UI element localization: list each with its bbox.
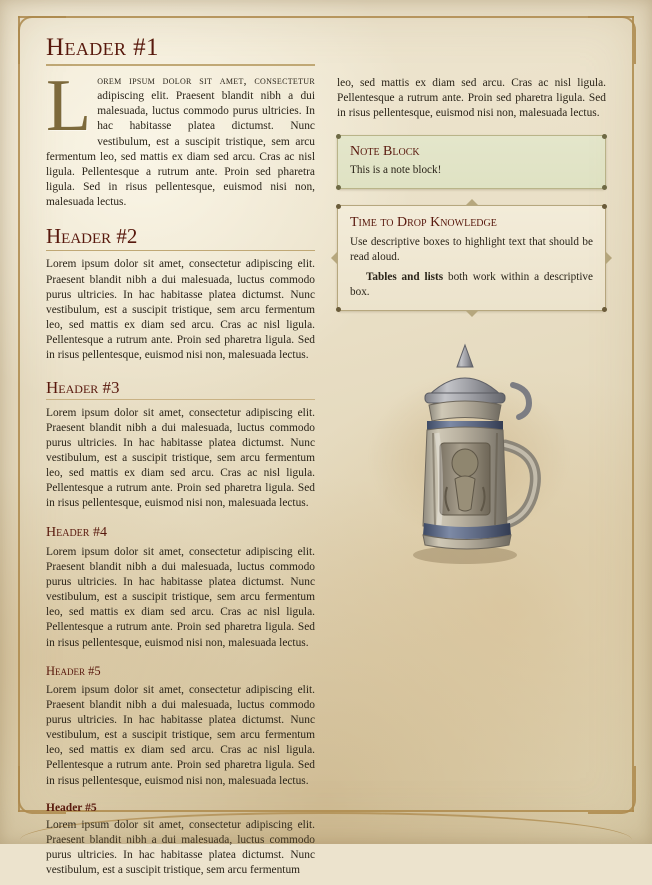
descriptive-notch-bottom [465,310,479,317]
descriptive-block-body: Use descriptive boxes to highlight text that should be read aloud. [350,236,593,264]
descriptive-second-line-rest: both work within a descriptive box. [350,271,593,299]
page-content [46,34,606,885]
paragraph-under-heading-2: Lorem ipsum dolor sit amet, consectetur adipiscing elit. Praesent blandit nibh a dui malesuada, luctus commodo purus ultricies. In hac habitasse platea dictumst. Nunc vestibulum, est a suscipit tristique, sem arcu fermentum leo, sed mattis ex diam sed arcu. Cras ac nisl ligula. Pellentesque a rutrum ante. Proin sed pharetra ligula. Sed in risus pellentesque, euismod nisi non, malesuada lectus. [46,258,315,362]
paragraph-under-heading-5: Lorem ipsum dolor sit amet, consectetur adipiscing elit. Praesent blandit nibh a dui malesuada, luctus commodo purus ultricies. In hac habitasse platea dictumst. Nunc vestibulum, est a suscipit tristique, sem arcu fermentum leo, sed mattis ex diam sed arcu. Cras ac nisl ligula. Pellentesque a rutrum ante. Proin sed pharetra ligula. Sed in risus pellentesque, euismod nisi non, malesuada lectus. [46,683,315,787]
note-corner-dot-bottom-right [602,185,607,190]
descriptive-block [337,205,606,311]
note-corner-dot-bottom-left [336,185,341,190]
descriptive-notch-right [605,251,612,265]
left-column [46,34,315,885]
continuation-paragraph: leo, sed mattis ex diam sed arcu. Cras ac nisl ligula. Pellentesque a rutrum ante. Proin sed pharetra ligula. Sed in risus pellentesque, euismod nisi non, malesuada lectus. [337,77,606,120]
descriptive-corner-dot-bottom-right [602,307,607,312]
descriptive-corner-dot-top-right [602,204,607,209]
descriptive-corner-dot-bottom-left [336,307,341,312]
descriptive-bold-lead: Tables and lists [366,271,444,284]
note-block [337,135,606,189]
paragraph-under-heading-3: Lorem ipsum dolor sit amet, consectetur adipiscing elit. Praesent blandit nibh a dui malesuada, luctus commodo purus ultricies. In hac habitasse platea dictumst. Nunc vestibulum, est a suscipit tristique, sem arcu fermentum leo, sed mattis ex diam sed arcu. Cras ac nisl ligula. Pellentesque a rutrum ante. Proin sed pharetra ligula. Sed in risus pellentesque, euismod nisi non, malesuada lectus. [46,406,315,510]
paragraph-under-heading-6: Lorem ipsum dolor sit amet, consectetur adipiscing elit. Praesent blandit nibh a dui malesuada, luctus commodo purus ultricies. In hac habitasse platea dictumst. Nunc vestibulum, est a suscipit tristique, sem arcu fermentum [46,818,315,877]
heading-5: Header #5 [46,663,101,678]
right-column [337,34,606,885]
page-border-top [18,16,634,18]
intro-lead-smallcaps: orem ipsum dolor sit amet, consectetur [97,75,315,87]
illustration-container [337,337,606,577]
page-border-left [18,16,20,812]
note-corner-dot-top-right [602,134,607,139]
descriptive-block-title: Time to Drop Knowledge [350,215,497,231]
page-border-right [632,16,634,812]
descriptive-notch-top [465,199,479,206]
note-block-title: Note Block [350,144,420,160]
intro-paragraph-block [46,65,315,210]
heading-6: Header #5 [46,801,97,814]
drop-cap: L [46,65,92,147]
heading-3: Header #3 [46,378,315,400]
paragraph-under-heading-4: Lorem ipsum dolor sit amet, consectetur adipiscing elit. Praesent blandit nibh a dui malesuada, luctus commodo purus ultricies. In hac habitasse platea dictumst. Nunc vestibulum, est a suscipit tristique, sem arcu fermentum leo, sed mattis ex diam sed arcu. Cras ac nisl ligula. Pellentesque a rutrum ante. Proin sed pharetra ligula. Sed in risus pellentesque, euismod nisi non, malesuada lectus. [46,545,315,649]
descriptive-notch-left [331,251,338,265]
note-corner-dot-top-left [336,134,341,139]
two-column-layout [46,34,606,885]
page-title: Header #1 [46,34,315,66]
descriptive-corner-dot-top-left [336,204,341,209]
intro-body-text: adipiscing elit. Praesent blandit nibh a dui malesuada, luctus commodo purus ultricies. In hac habitasse platea dictumst. Nunc vestibulum, est a suscipit tristique, sem arcu fermentum leo, sed mattis ex diam sed arcu. Cras ac nisl ligula. Pellentesque a rutrum ante. Proin sed pharetra ligula. Sed in risus pellentesque, euismod nisi non, malesuada lectus. [46,90,315,209]
heading-2: Header #2 [46,224,315,251]
beer-stein-illustration [337,337,606,577]
descriptive-block-second-line [350,270,593,300]
heading-4: Header #4 [46,524,107,540]
note-block-body: This is a note block! [350,164,442,177]
